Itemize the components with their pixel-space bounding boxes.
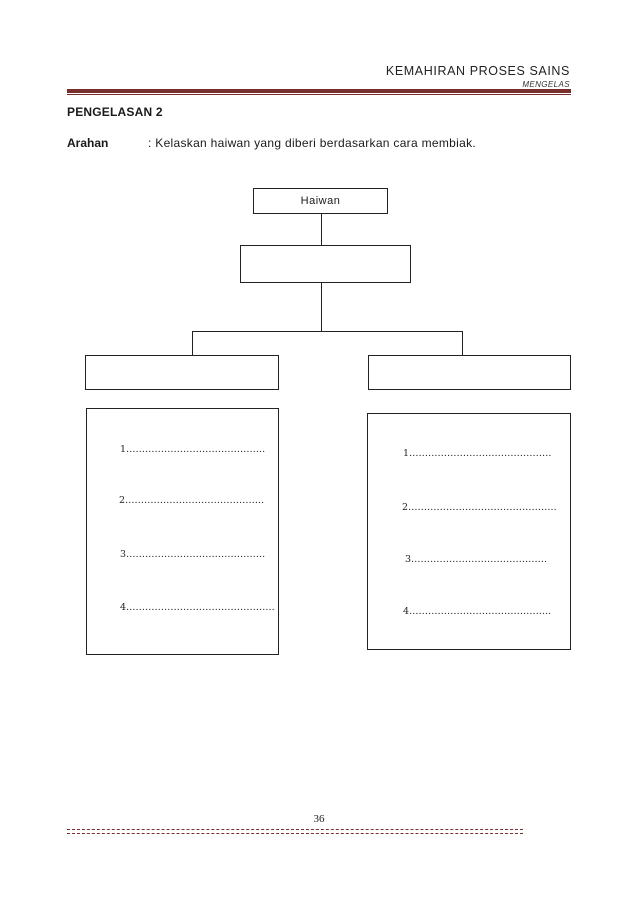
- connector-right-branch: [462, 331, 463, 355]
- criteria-answer-box[interactable]: [240, 245, 411, 283]
- left-group-answer-box[interactable]: [85, 355, 279, 390]
- connector-mid-to-branch: [321, 283, 322, 331]
- right-animal-list-box: [367, 413, 571, 650]
- header-rule: [67, 89, 571, 93]
- right-list-item-4[interactable]: 4……………………………………...: [403, 606, 552, 617]
- header-subtitle: MENGELAS: [522, 80, 570, 89]
- instruction-text: : Kelaskan haiwan yang diberi berdasarkan cara membiak.: [148, 136, 477, 150]
- right-list-item-2[interactable]: 2………………………………………..: [402, 502, 557, 513]
- right-group-answer-box[interactable]: [368, 355, 571, 390]
- left-list-item-4[interactable]: 4………………………………………..: [120, 602, 275, 613]
- left-list-item-2[interactable]: 2……………………………………..: [119, 495, 265, 506]
- instruction-label: Arahan: [67, 136, 109, 150]
- section-title: PENGELASAN 2: [67, 105, 163, 119]
- page-number: 36: [313, 813, 325, 825]
- branch-horizontal-line: [192, 331, 463, 332]
- left-list-item-1[interactable]: 1……………………………………..: [120, 444, 266, 455]
- header-rule-thin: [67, 94, 571, 95]
- left-animal-list-box: [86, 408, 279, 655]
- root-box: Haiwan: [253, 188, 388, 214]
- footer-rule-second: [67, 833, 523, 834]
- connector-left-branch: [192, 331, 193, 355]
- right-list-item-3[interactable]: 3…………………………………….: [405, 554, 548, 565]
- header-title: KEMAHIRAN PROSES SAINS: [385, 64, 570, 78]
- connector-root-to-mid: [321, 214, 322, 245]
- right-list-item-1[interactable]: 1………………………………………: [403, 448, 552, 459]
- footer-rule: [67, 829, 523, 830]
- left-list-item-3[interactable]: 3……………………………………..: [120, 549, 266, 560]
